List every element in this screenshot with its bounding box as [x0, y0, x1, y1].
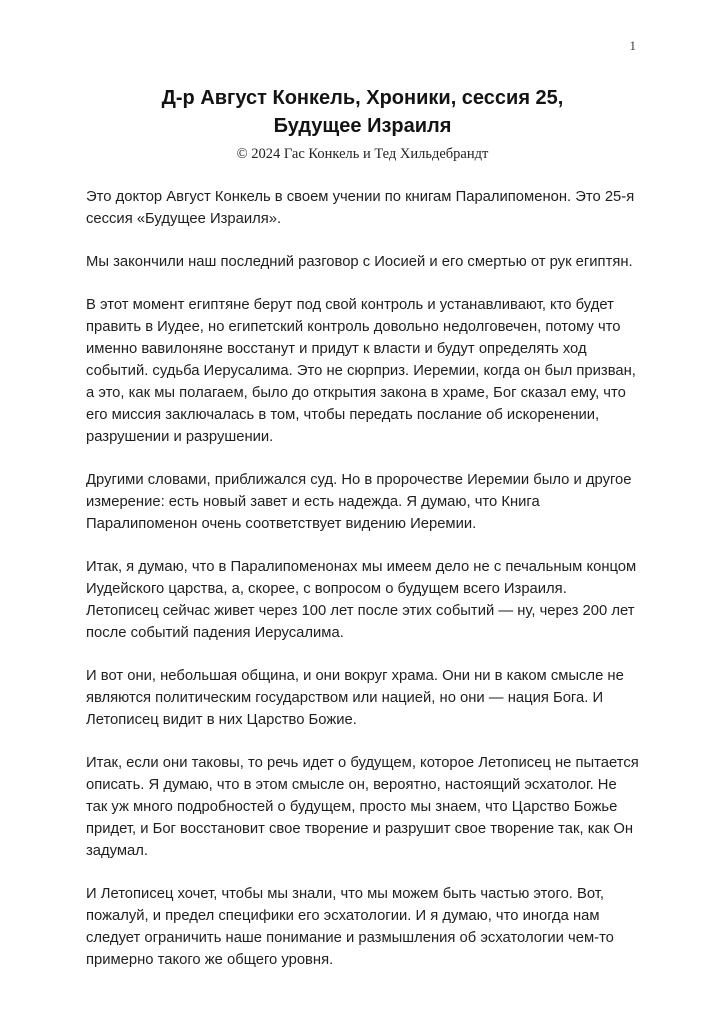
paragraph-1: Это доктор Август Конкель в своем учении по книгам Паралипоменон. Это 25-я сессия «Будущее Израиля». — [86, 189, 635, 227]
paragraph-3: В этот момент египтяне берут под свой контроль и устанавливают, кто будет править в Иудее, но египетский контроль довольно недолговечен, потому что именно вавилоняне восстанут и придут к власти и будут определять ход событий. судьба Иерусалима. Это не сюрприз. Иеремии, когда он был призван, а это, как мы полагаем, было до открытия закона в храме, Бог сказал ему, что его миссия заключалась в том, чтобы передать послание об искоренении, разрушении и разрушении. — [86, 297, 636, 445]
transcript-body — [86, 186, 639, 971]
document-title — [86, 84, 639, 140]
paragraph-4: Другими словами, приближался суд. Но в пророчестве Иеремии было и другое измерение: есть новый завет и есть надежда. Я думаю, что Книга Паралипоменон очень соответствует видению Иеремии. — [86, 472, 632, 532]
copyright-line: © 2024 Гас Конкель и Тед Хильдебрандт — [236, 146, 489, 162]
paragraph-2: Мы закончили наш последний разговор с Иосией и его смертью от рук египтян. — [86, 254, 633, 270]
title-line-2: Будущее Израиля — [273, 115, 452, 137]
paragraph-5: Итак, я думаю, что в Паралипоменонах мы имеем дело не с печальным концом Иудейского царства, а, скорее, с вопросом о будущем всего Израиля. Летописец сейчас живет через 100 лет после этих событий — ну, через 200 лет после событий падения Иерусалима. — [86, 559, 637, 641]
paragraph-7: Итак, если они таковы, то речь идет о будущем, которое Летописец не пытается описать. Я думаю, что в этом смысле он, вероятно, настоящий эсхатолог. Не так уж много подробностей о будущем, просто мы знаем, что Царство Божье придет, и Бог восстановит свое творение и разрушит свое творение так, как Он задумал. — [86, 755, 639, 859]
paragraph-8: И Летописец хочет, чтобы мы знали, что мы можем быть частью этого. Вот, пожалуй, и предел специфики его эсхатологии. И я думаю, что иногда нам следует ограничить наше понимание и размышления об эсхатологии чем-то примерно такого же общего уровня. — [86, 886, 614, 968]
paragraph-6: И вот они, небольшая община, и они вокруг храма. Они ни в каком смысле не являются политическим государством или нацией, но они — нация Бога. И Летописец видит в них Царство Божие. — [86, 668, 624, 728]
page-number: 1 — [629, 38, 636, 53]
title-line-1: Д-р Август Конкель, Хроники, сессия 25, — [161, 87, 564, 109]
